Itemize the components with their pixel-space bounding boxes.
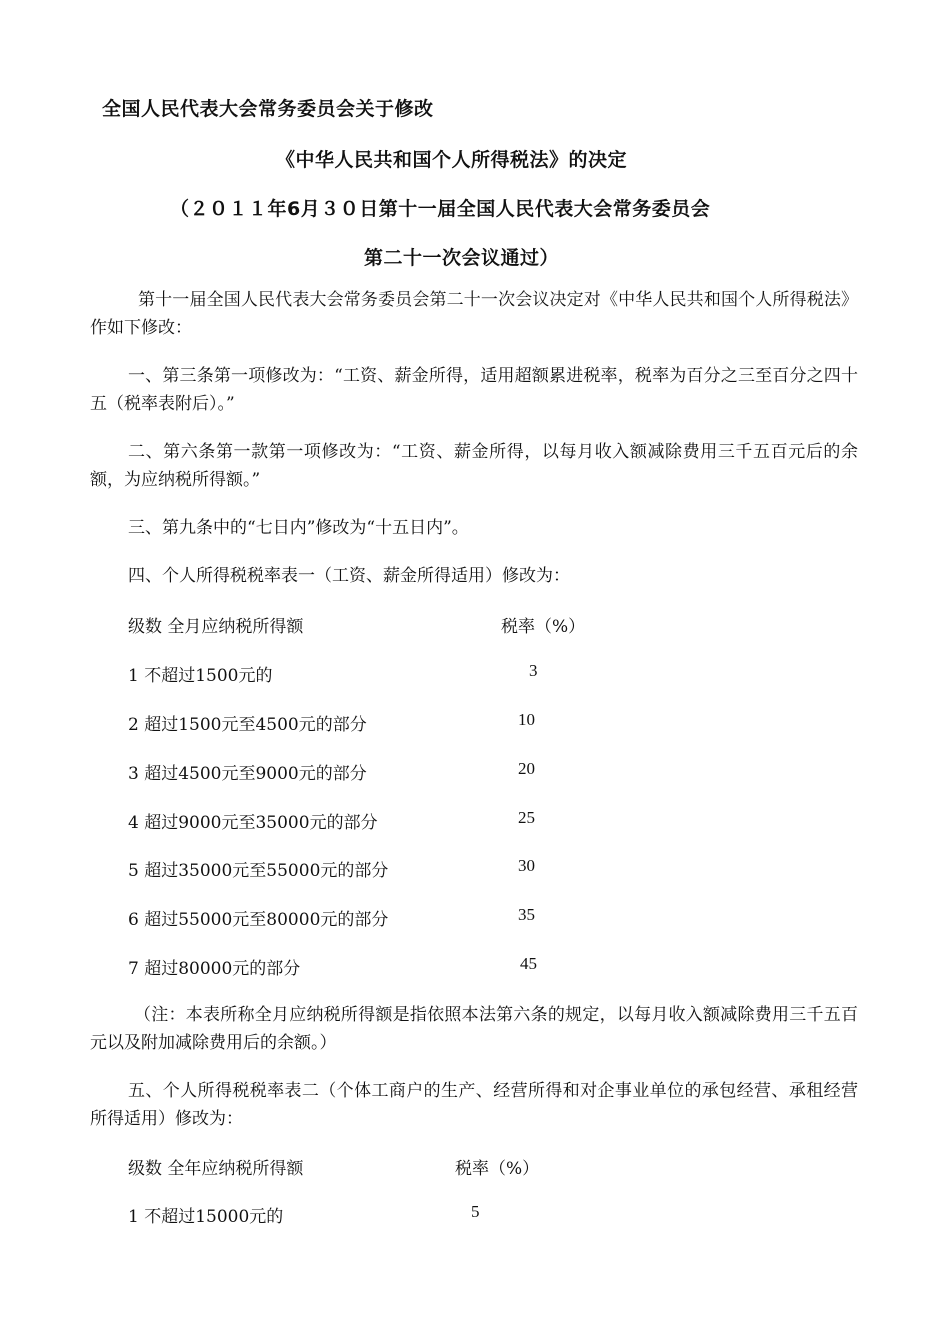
table2-header-grade: 级数 全年应纳税所得额 xyxy=(128,1159,304,1179)
table-row-rate: 3 xyxy=(529,661,538,680)
table-row-rate: 25 xyxy=(518,808,535,827)
title-line-2: 《中华人民共和国个人所得税法》的决定 xyxy=(276,149,628,171)
table-row: 3 超过4500元至9000元的部分 xyxy=(128,764,367,784)
amendment-item-4: 四、个人所得税税率表一（工资、薪金所得适用）修改为： xyxy=(128,566,570,586)
amendment-item-5: 五、个人所得税税率表二（个体工商户的生产、经营所得和对企事业单位的承包经营、承租经营所得适用）修改为： xyxy=(90,1081,858,1129)
table-row: 1 不超过15000元的 xyxy=(128,1207,284,1227)
table1-note: （注：本表所称全月应纳税所得额是指依照本法第六条的规定，以每月收入额减除费用三千五百元以及附加减除费用后的余额。） xyxy=(90,1005,858,1053)
table-row: 4 超过9000元至35000元的部分 xyxy=(128,813,378,833)
title-line-4: 第二十一次会议通过） xyxy=(364,247,560,269)
title-line-1: 全国人民代表大会常务委员会关于修改 xyxy=(102,98,434,120)
table2-header-rate: 税率（%） xyxy=(455,1159,540,1179)
amendment-item-1: 一、第三条第一项修改为：“工资、薪金所得，适用超额累进税率，税率为百分之三至百分之四十五（税率表附后）。” xyxy=(90,366,858,414)
table-row-rate: 10 xyxy=(518,710,535,729)
amendment-item-2: 二、第六条第一款第一项修改为：“工资、薪金所得，以每月收入额减除费用三千五百元后的余额，为应纳税所得额。” xyxy=(90,442,858,490)
table1-header-grade: 级数 全月应纳税所得额 xyxy=(128,617,304,637)
title-line-3: （２０１１年6月３０日第十一届全国人民代表大会常务委员会 xyxy=(170,198,711,220)
table-row: 5 超过35000元至55000元的部分 xyxy=(128,861,389,881)
amendment-item-3: 三、第九条中的“七日内”修改为“十五日内”。 xyxy=(128,518,469,538)
table-row-rate: 20 xyxy=(518,759,535,778)
table-row-rate: 35 xyxy=(518,905,535,924)
intro-paragraph: 第十一届全国人民代表大会常务委员会第二十一次会议决定对《中华人民共和国个人所得税法》作如下修改： xyxy=(90,290,858,338)
table-row: 6 超过55000元至80000元的部分 xyxy=(128,910,389,930)
table-row-rate: 5 xyxy=(471,1202,480,1221)
table-row: 1 不超过1500元的 xyxy=(128,666,273,686)
table-row-rate: 45 xyxy=(520,954,537,973)
table-row: 7 超过80000元的部分 xyxy=(128,959,301,979)
table-row-rate: 30 xyxy=(518,856,535,875)
table-row: 2 超过1500元至4500元的部分 xyxy=(128,715,367,735)
table1-header-rate: 税率（%） xyxy=(501,617,586,637)
